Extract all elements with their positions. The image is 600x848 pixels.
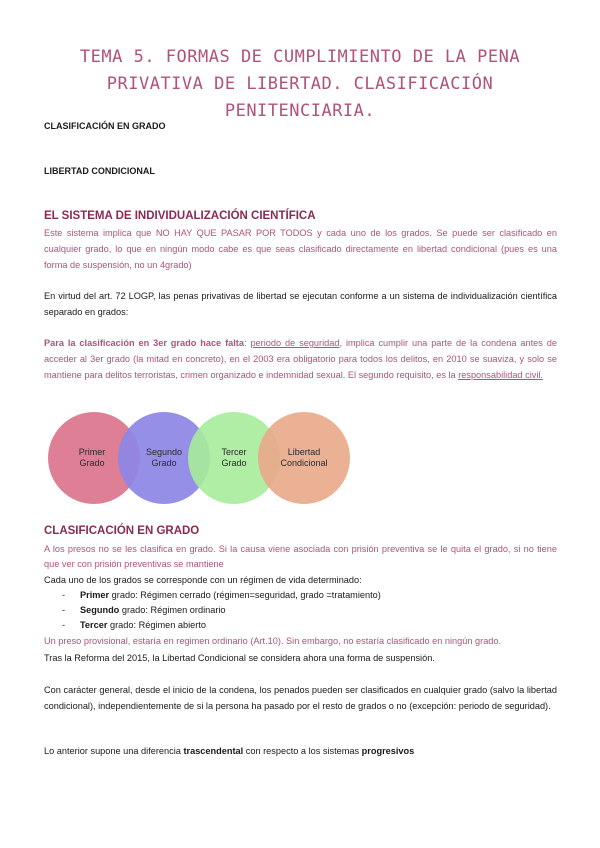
paragraph-preso-provisional: Un preso provisional, estaría en regimen ordinario (Art.10). Sin embargo, no estaría clasificado en ningún grado.: [44, 636, 502, 646]
list-item-text: grado: Régimen cerrado (régimen=seguridad, grado =tratamiento): [109, 590, 381, 600]
list-item-text: grado: Régimen abierto: [107, 620, 206, 630]
label-libertad: Libertad: [287, 447, 321, 457]
heading-clasificacion-en-grado-small: CLASIFICACIÓN EN GRADO: [44, 121, 166, 131]
section-heading-individualizacion: EL SISTEMA DE INDIVIDUALIZACIÓN CIENTÍFICA: [44, 210, 316, 222]
diferencia-bold-progresivos: progresivos: [361, 746, 415, 756]
list-item-text: grado: Régimen ordinario: [119, 605, 226, 615]
diferencia-bold-trascendental: trascendental: [183, 746, 244, 756]
list-item: - Segundo grado: Régimen ordinario: [62, 605, 226, 615]
page-title: TEMA 5. FORMAS DE CUMPLIMIENTO DE LA PENA PRIVATIVA DE LIBERTAD. CLASIFICACIÓN PENITENCIARIA.: [79, 47, 521, 121]
grades-venn-diagram: [46, 410, 366, 506]
term-responsabilidad-civil: responsabilidad civil.: [458, 370, 543, 380]
label-tercer-grado: Grado: [221, 458, 247, 468]
grades-list: [62, 588, 381, 633]
list-item-bold: Tercer: [80, 620, 108, 630]
paragraph-diferencia: [44, 744, 414, 759]
list-item-bold: Primer: [80, 590, 110, 600]
diferencia-text-c: con respecto a los sistemas: [243, 746, 362, 756]
paragraph-art72: En virtud del art. 72 LOGP, las penas privativas de libertad se ejecutan conforme a un sistema de individualización científica separado en grados:: [44, 291, 557, 317]
list-item-bold: Segundo: [80, 605, 120, 615]
paragraph-reforma-2015: Tras la Reforma del 2015, la Libertad Condicional se considera ahora una forma de suspensión.: [44, 653, 435, 663]
label-condicional: Condicional: [280, 458, 328, 468]
paragraph-tercer-grado: [44, 335, 557, 383]
tercer-grado-lead: Para la clasificación en 3er grado hace falta: [44, 338, 244, 348]
list-item: - Primer grado: Régimen cerrado (régimen=seguridad, grado =tratamiento): [62, 590, 381, 600]
diferencia-text-a: Lo anterior supone una diferencia: [44, 746, 184, 756]
paragraph-sistema: Este sistema implica que NO HAY QUE PASAR POR TODOS y cada uno de los grados. Se puede ser clasificado en cualquier grado, lo que en ningún modo cabe es que seas clasificado directamente en libertad condicional (pues es una forma de suspensión, no un 4grado): [44, 228, 557, 270]
paragraph-presos: A los presos no se les clasifica en grado. Si la causa viene asociada con prisión preventiva se le quita el grado, si no tiene que ver con prisión preventivas se mantiene: [44, 544, 557, 569]
tercer-grado-colon: :: [243, 338, 251, 348]
label-tercer: Tercer: [221, 447, 247, 457]
label-segundo: Segundo: [145, 447, 183, 457]
term-periodo-seguridad: periodo de seguridad: [250, 338, 340, 348]
label-primer-grado: Grado: [79, 458, 105, 468]
section-heading-clasificacion: CLASIFICACIÓN EN GRADO: [44, 525, 200, 537]
label-primer: Primer: [78, 447, 106, 457]
label-segundo-grado: Grado: [151, 458, 177, 468]
heading-libertad-condicional-small: LIBERTAD CONDICIONAL: [44, 166, 155, 176]
list-item: - Tercer grado: Régimen abierto: [62, 620, 206, 630]
paragraph-regimen: Cada uno de los grados se corresponde con un régimen de vida determinado:: [44, 575, 362, 585]
tercer-grado-body: , implica cumplir una parte de la condena antes de acceder al 3er grado (la mitad en concreto), en el 2003 era obligatorio para todos los delitos, en 2010 se suaviza, y solo se mantiene para delitos terroristas, crimen organizado e indemnidad sexual. El segundo requisito, es la: [44, 338, 557, 380]
paragraph-caracter-general: Con carácter general, desde el inicio de la condena, los penados pueden ser clasificados en cualquier grado (salvo la libertad condicional), independientemente de si la persona ha pasado por el resto de grados o no (excepción: periodo de seguridad).: [44, 685, 557, 711]
